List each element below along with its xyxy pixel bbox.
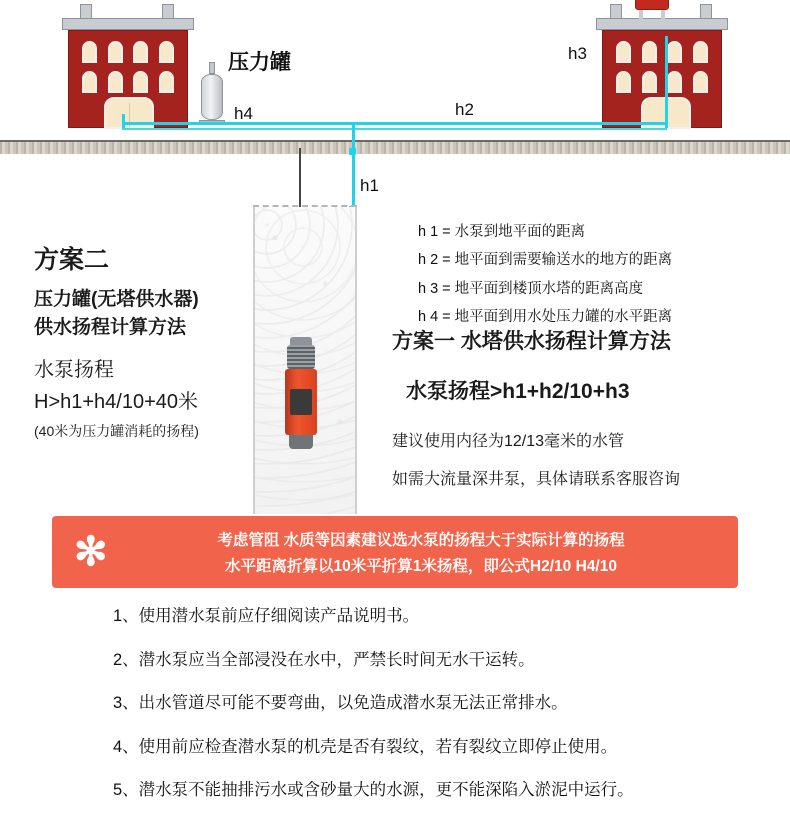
legend-item: h 3 = 地平面到楼顶水塔的距离高度 [418, 280, 644, 297]
plan-two-footnote: (40米为压力罐消耗的扬程) [34, 423, 199, 440]
window-icon [82, 71, 97, 93]
window-icon [616, 71, 631, 93]
usage-note-item: 1、使用潜水泵前应仔细阅读产品说明书。 [113, 607, 420, 625]
advisory-banner-text [120, 528, 722, 581]
usage-note-item: 5、潜水泵不能抽排污水或含砂量大的水源，更不能深陷入淤泥中运行。 [113, 781, 634, 799]
left-house-roof [62, 18, 194, 30]
pressure-tank-neck [209, 62, 215, 74]
pipe-ground-node [349, 148, 356, 155]
left-house [62, 18, 194, 128]
window-icon [108, 71, 123, 93]
plan-two-subheading-line2: 供水扬程计算方法 [34, 316, 187, 338]
plan-two-block [34, 240, 249, 441]
legend-list [418, 218, 672, 331]
window-icon [642, 71, 657, 93]
label-h2: h2 [455, 100, 474, 119]
window-icon [108, 41, 123, 63]
legend-item: h 4 = 地平面到用水处压力罐的水平距离 [418, 308, 673, 325]
plan-one-note-line1: 建议使用内径为12/13毫米的水管 [392, 433, 625, 450]
right-house-body [602, 30, 722, 128]
right-house-window-row-lower [611, 71, 713, 93]
window-icon [693, 41, 708, 63]
window-icon [616, 41, 631, 63]
left-house-window-row-lower [77, 71, 179, 93]
plan-one-heading: 方案一 水塔供水扬程计算方法 [392, 330, 671, 353]
legend-item: h 1 = 水泵到地平面的距离 [418, 224, 586, 240]
submersible-pump [283, 337, 319, 453]
water-tower-tank [635, 0, 669, 10]
usage-note-item: 2、潜水泵应当全部浸没在水中，严禁长时间无水干运转。 [113, 650, 535, 669]
pump-foot [289, 435, 313, 449]
pipe-h1-vertical [352, 122, 355, 212]
window-icon [82, 41, 97, 63]
pipe-h4-horizontal-2 [122, 128, 352, 130]
plan-two-subheading-line1: 压力罐(无塔供水器) [34, 289, 199, 310]
window-icon [667, 71, 682, 93]
window-icon [693, 71, 708, 93]
right-house-window-row-upper [611, 41, 713, 63]
label-h4: h4 [234, 104, 253, 123]
pipe-h2-horizontal-2 [352, 128, 667, 130]
asterisk-icon: ✻ [74, 530, 108, 574]
pressure-tank-label: 压力罐 [228, 51, 291, 74]
window-icon [133, 41, 148, 63]
usage-note-item: 4、使用前应检查潜水泵的机壳是否有裂纹，若有裂纹立即停止使用。 [113, 737, 618, 756]
window-icon [642, 41, 657, 63]
advisory-banner [52, 516, 738, 588]
pipe-h2-horizontal [352, 122, 667, 125]
left-house-body [68, 30, 188, 128]
pipe-left-riser [122, 114, 125, 128]
label-h3: h3 [568, 44, 587, 63]
window-icon [133, 71, 148, 93]
pressure-tank-body [201, 74, 223, 120]
legend-item: h 2 = 地平面到需要输送水的地方的距离 [418, 252, 673, 269]
pump-head [290, 337, 312, 345]
window-icon [667, 41, 682, 63]
pipe-right-riser [665, 36, 668, 128]
window-icon [159, 71, 174, 93]
plan-two-formula-line1: 水泵扬程 [34, 359, 114, 382]
water-tower-legs [639, 10, 665, 28]
advisory-banner-line2: 水平距离折算以10米平折算1米扬程，即公式H2/10 H4/10 [225, 558, 617, 576]
usage-note-item: 3、出水管道尽可能不要弯曲，以免造成潜水泵无法正常排水。 [113, 694, 568, 712]
label-h1: h1 [360, 176, 379, 195]
plan-one-note-line2: 如需大流量深井泵，具体请联系客服咨询 [392, 471, 681, 489]
plan-one-block [392, 325, 772, 496]
right-house [596, 18, 728, 128]
pump-nameplate [290, 389, 312, 415]
pump-intake-grill [287, 345, 315, 369]
plan-two-heading: 方案二 [34, 246, 110, 274]
left-house-window-row-upper [77, 41, 179, 63]
plan-two-formula-line2: H>h1+h4/10+40米 [34, 391, 199, 414]
advisory-banner-line1: 考虑管阻 水质等因素建议选水泵的扬程大于实际计算的扬程 [217, 532, 625, 549]
plan-one-formula: 水泵扬程>h1+h2/10+h3 [406, 380, 630, 403]
window-icon [159, 41, 174, 63]
usage-notes-list [113, 608, 713, 826]
